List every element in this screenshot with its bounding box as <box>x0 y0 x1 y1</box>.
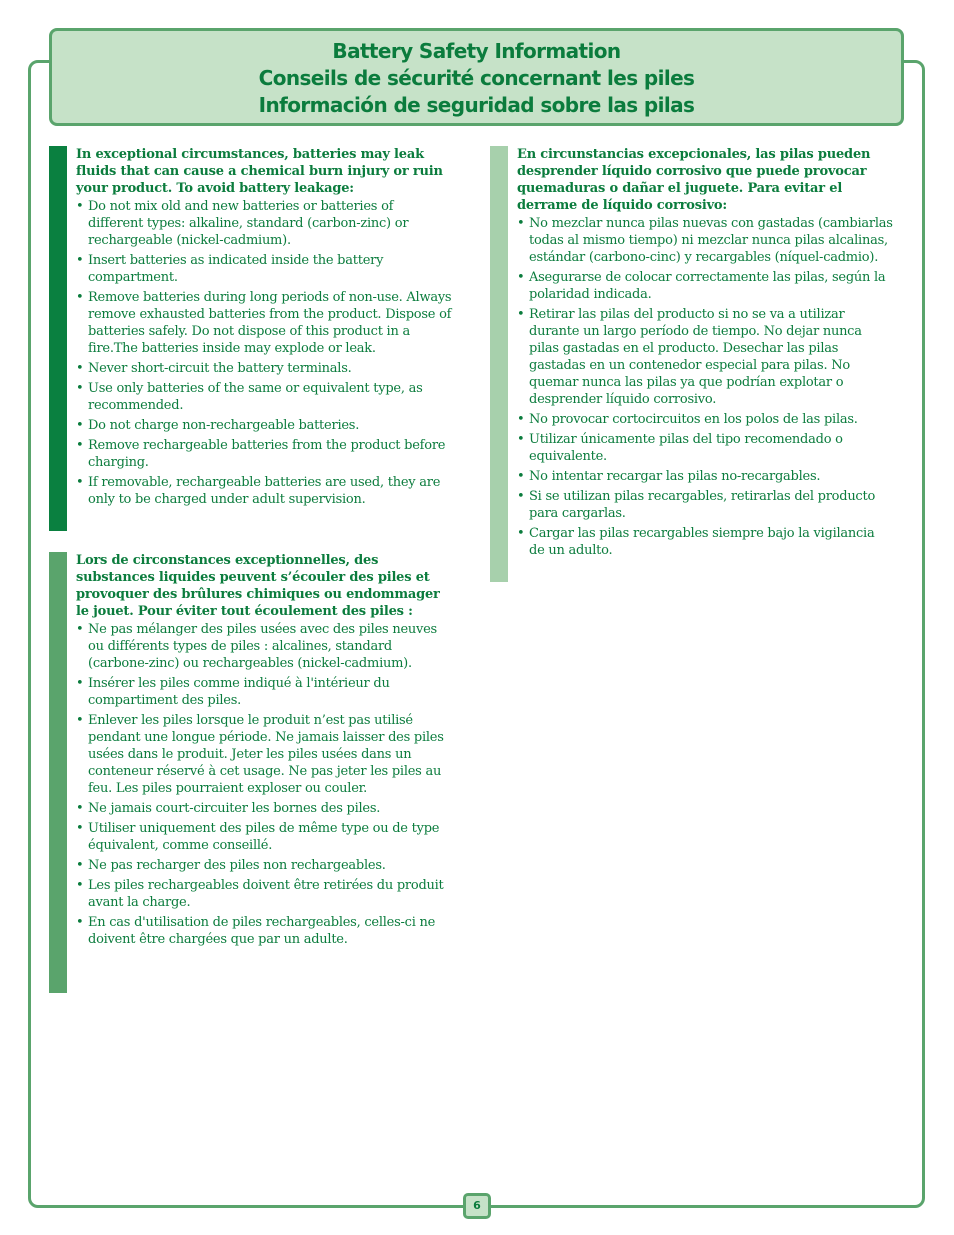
list-item: • Do not mix old and new batteries or batteries of different types: alkaline, standard (carbon-zinc) or rechargeable (nickel-cadmium). <box>76 199 409 248</box>
list-item: • Insérer les piles comme indiqué à l'intérieur du compartiment des piles. <box>76 676 390 708</box>
spanish-section <box>490 146 893 582</box>
list-item: • Insert batteries as indicated inside the battery compartment. <box>76 253 384 285</box>
list-item: • Ne jamais court-circuiter les bornes des piles. <box>76 801 381 816</box>
section-accent-bar <box>49 146 67 531</box>
list-item: • Si se utilizan pilas recargables, retirarlas del producto para cargarlas. <box>517 489 876 521</box>
title-spanish: Información de seguridad sobre las pilas <box>258 93 695 117</box>
list-item: • En cas d'utilisation de piles rechargeables, celles-ci ne doivent être chargées que par un adulte. <box>76 915 436 947</box>
french-list <box>76 621 452 948</box>
french-intro: Lors de circonstances exceptionnelles, des substances liquides peuvent s’écouler des piles et provoquer des brûlures chimiques ou endommager le jouet. Pour éviter tout écoulement des piles : <box>76 553 440 619</box>
list-item: • Remove rechargeable batteries from the product before charging. <box>76 438 446 470</box>
list-item: • Remove batteries during long periods of non-use. Always remove exhausted batteries from the product. Dispose of batteries safely. Do not dispose of this product in a fire.The batteries inside may explode or leak. <box>76 290 452 356</box>
section-accent-bar <box>490 146 508 582</box>
list-item: • No mezclar nunca pilas nuevas con gastadas (cambiarlas todas al mismo tiempo) ni mezclar nunca pilas alcalinas, estándar (carbono-cinc) y recargables (níquel-cadmio). <box>517 216 893 265</box>
list-item: • No intentar recargar las pilas no-recargables. <box>517 469 821 484</box>
english-list <box>76 198 452 508</box>
list-item: • If removable, rechargeable batteries are used, they are only to be charged under adult supervision. <box>76 475 441 507</box>
list-item: • Ne pas mélanger des piles usées avec des piles neuves ou différents types de piles : alcalines, standard (carbone-zinc) ou rechargeables (nickel-cadmium). <box>76 622 437 671</box>
title-french: Conseils de sécurité concernant les piles <box>258 66 695 90</box>
list-item: • Enlever les piles lorsque le produit n’est pas utilisé pendant une longue période. Ne jamais laisser des piles usées dans le produit. Jeter les piles usées dans un conteneur réservé à cet usage. Ne pas jeter les piles au feu. Les piles pourraient exploser ou couler. <box>76 713 444 796</box>
list-item: • Cargar las pilas recargables siempre bajo la vigilancia de un adulto. <box>517 526 875 558</box>
list-item: • Use only batteries of the same or equivalent type, as recommended. <box>76 381 423 413</box>
title-english: Battery Safety Information <box>332 39 621 63</box>
page-number: 6 <box>463 1193 491 1219</box>
list-item: • Retirar las pilas del producto si no se va a utilizar durante un largo período de tiempo. No dejar nunca pilas gastadas en el producto. Desechar las pilas gastadas en un contenedor especial para pilas. No quemar nunca las pilas ya que podrían explotar o desprender líquido corrosivo. <box>517 307 862 407</box>
list-item: • Utilizar únicamente pilas del tipo recomendado o equivalente. <box>517 432 843 464</box>
list-item: • Never short-circuit the battery terminals. <box>76 361 352 376</box>
list-item: • Les piles rechargeables doivent être retirées du produit avant la charge. <box>76 878 444 910</box>
title-banner <box>49 28 904 126</box>
section-accent-bar <box>49 552 67 993</box>
list-item: • Utiliser uniquement des piles de même type ou de type équivalent, comme conseillé. <box>76 821 440 853</box>
french-section <box>49 552 449 993</box>
list-item: • Do not charge non-rechargeable batteries. <box>76 418 360 433</box>
english-intro: In exceptional circumstances, batteries may leak fluids that can cause a chemical burn injury or ruin your product. To avoid battery leakage: <box>76 147 443 196</box>
english-section <box>49 146 452 531</box>
spanish-list <box>517 215 893 559</box>
spanish-intro: En circunstancias excepcionales, las pilas pueden desprender líquido corrosivo que puede provocar quemaduras o dañar el juguete. Para evitar el derrame de líquido corrosivo: <box>517 147 871 213</box>
list-item: • Ne pas recharger des piles non rechargeables. <box>76 858 386 873</box>
list-item: • Asegurarse de colocar correctamente las pilas, según la polaridad indicada. <box>517 270 886 302</box>
list-item: • No provocar cortocircuitos en los polos de las pilas. <box>517 412 858 427</box>
